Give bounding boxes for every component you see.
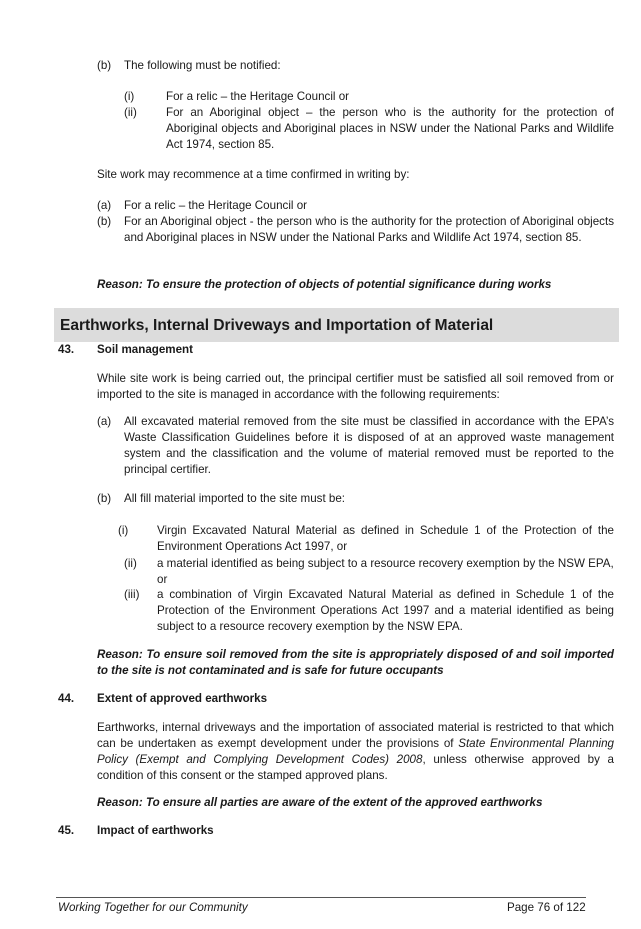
notify-text: The following must be notified: xyxy=(124,59,281,72)
notify-item-label: (i) xyxy=(124,90,135,103)
section-heading: Earthworks, Internal Driveways and Importation of Material xyxy=(60,317,494,334)
subclause-label: (i) xyxy=(118,524,129,537)
recommence-item-label: (b) xyxy=(97,215,112,228)
subclause-text: a combination of Virgin Excavated Natural Material as defined in Schedule 1 of the Protection of the Environment Operations Act 1997 and a material identified as being subject to a resource recovery exemption by the NSW EPA. xyxy=(157,588,614,633)
clause-text: All fill material imported to the site must be: xyxy=(124,492,346,505)
subclause-label: (ii) xyxy=(124,557,137,570)
recommence-item-label: (a) xyxy=(97,199,112,212)
condition-intro: While site work is being carried out, the principal certifier must be satisfied all soil removed from or imported to the site is managed in accordance with the following requirements: xyxy=(97,372,614,401)
footer-left: Working Together for our Community xyxy=(58,901,248,914)
subclause-text: a material identified as being subject to a resource recovery exemption by the NSW EPA, or xyxy=(157,557,614,586)
notify-label: (b) xyxy=(97,59,112,72)
condition-title: Soil management xyxy=(97,343,193,356)
condition-number: 45. xyxy=(58,824,75,837)
condition-number: 44. xyxy=(58,692,75,705)
recommence-text: Site work may recommence at a time confirmed in writing by: xyxy=(97,168,410,181)
recommence-item-text: For a relic – the Heritage Council or xyxy=(124,199,308,212)
clause-text: All excavated material removed from the site must be classified in accordance with the EPA’s Waste Classification Guidelines before it is disposed of at an approved waste management system and the classification and the volume of material removed must be reported to the principal certifier. xyxy=(124,415,614,476)
notify-item-label: (ii) xyxy=(124,106,137,119)
subclause-label: (iii) xyxy=(124,588,140,601)
condition-title: Extent of approved earthworks xyxy=(97,692,268,705)
condition-number: 43. xyxy=(58,343,75,356)
clause-label: (b) xyxy=(97,492,112,505)
reason-soil: Reason: To ensure soil removed from the site is appropriately disposed of and soil imported to the site is not contaminated and is safe for future occupants xyxy=(97,648,614,677)
clause-label: (a) xyxy=(97,415,112,428)
footer-rule xyxy=(56,897,586,898)
condition-title: Impact of earthworks xyxy=(97,824,214,837)
notify-item-text: For a relic – the Heritage Council or xyxy=(166,90,350,103)
recommence-item-text: For an Aboriginal object - the person who is the authority for the protection of Aboriginal objects and Aboriginal places in NSW under the National Parks and Wildlife Act 1974, section 85. xyxy=(124,215,614,244)
notify-item-text: For an Aboriginal object – the person who is the authority for the protection of Aboriginal objects and Aboriginal places in NSW under the National Parks and Wildlife Act 1974, section 85. xyxy=(166,106,614,151)
page-number: Page 76 of 122 xyxy=(507,901,586,914)
reason-earthworks: Reason: To ensure all parties are aware of the extent of the approved earthworks xyxy=(97,796,543,809)
subclause-text: Virgin Excavated Natural Material as defined in Schedule 1 of the Protection of the Environment Operations Act 1997, or xyxy=(157,524,614,553)
reason-heritage: Reason: To ensure the protection of objects of potential significance during works xyxy=(97,278,552,291)
earthworks-text: Earthworks, internal driveways and the importation of associated material is restricted to that which can be undertaken as exempt development under the provisions of State Environmental Planning Policy (Exempt and Complying Development Codes) 2008, unless otherwise approved by a condition of this consent or the stamped approved plans. xyxy=(97,721,615,782)
